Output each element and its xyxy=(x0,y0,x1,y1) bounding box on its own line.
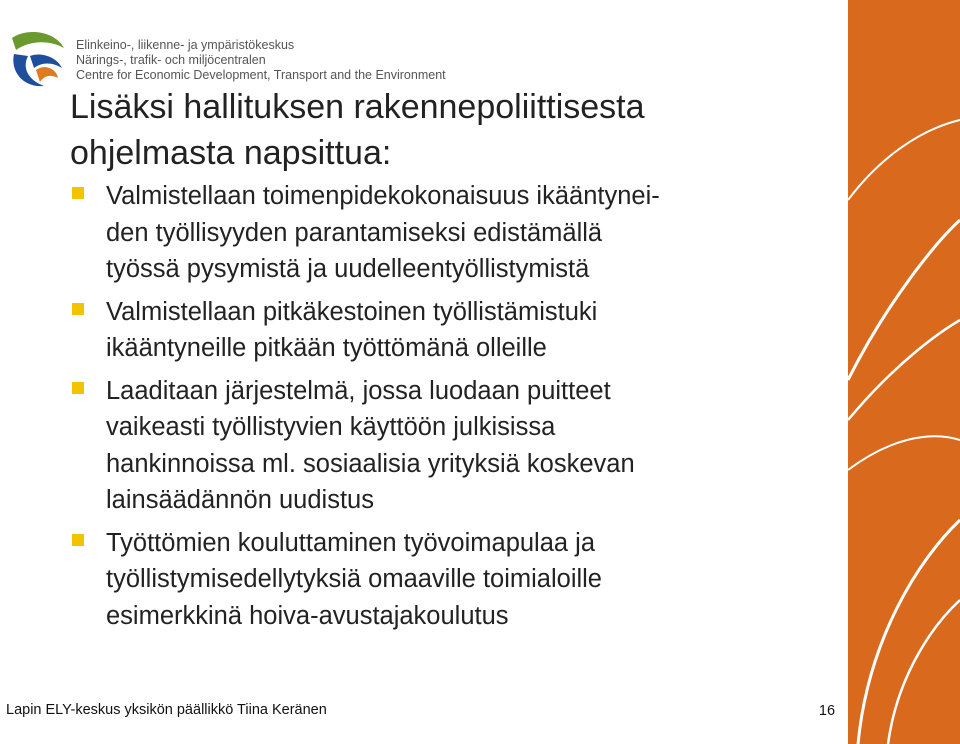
org-name-swedish: Närings-, trafik- och miljöcentralen xyxy=(76,53,266,67)
bullet-text-line: lainsäädännön uudistus xyxy=(106,486,374,514)
bullet-text-line: Työttömien kouluttaminen työvoimapulaa ja xyxy=(106,528,596,557)
square-bullet-icon xyxy=(72,534,84,546)
slide-title-line: Lisäksi hallituksen rakennepoliittisesta xyxy=(70,88,645,126)
bullet-text-line: työssä pysymistä ja uudelleentyöllistymistä xyxy=(106,255,590,283)
bullet-text-line: den työllisyyden parantamiseksi edistämällä xyxy=(106,218,603,247)
page-number: 16 xyxy=(810,700,844,722)
bullet-text-line: esimerkkinä hoiva-avustajakoulutus xyxy=(106,601,509,630)
bullet-item xyxy=(70,525,830,635)
bullet-text-line: Laaditaan järjestelmä, jossa luodaan puitteet xyxy=(106,376,611,405)
square-bullet-icon xyxy=(72,382,84,394)
bullet-item xyxy=(70,373,830,519)
org-name-finnish: Elinkeino-, liikenne- ja ympäristökeskus xyxy=(76,38,295,52)
org-name-english: Centre for Economic Development, Transport and the Environment xyxy=(76,68,446,82)
bullet-text-line: vaikeasti työllistyvien käyttöön julkisissa xyxy=(106,413,556,441)
bullet-item xyxy=(70,178,830,288)
ely-centre-logo-icon xyxy=(6,28,68,90)
bullet-list xyxy=(70,178,830,640)
decorative-curves xyxy=(848,0,960,744)
bullet-text-line: Valmistellaan pitkäkestoinen työllistämistuki xyxy=(106,297,598,326)
slide-title-line: ohjelmasta napsittua: xyxy=(70,134,392,172)
bullet-text-line: ikääntyneille pitkään työttömänä olleille xyxy=(106,334,547,362)
slide-title xyxy=(70,84,830,176)
bullet-text-line: Valmistellaan toimenpidekokonaisuus ikääntynei- xyxy=(106,182,660,210)
bullet-text-line: työllistymisedellytyksiä omaaville toimialoille xyxy=(106,565,602,593)
footer-presenter: Lapin ELY-keskus yksikön päällikkö Tiina Keränen xyxy=(6,702,327,718)
square-bullet-icon xyxy=(72,187,84,199)
square-bullet-icon xyxy=(72,303,84,315)
organization-names xyxy=(76,38,446,83)
bullet-text-line: hankinnoissa ml. sosiaalisia yrityksiä koskevan xyxy=(106,449,635,478)
bullet-item xyxy=(70,294,830,367)
decorative-side-band xyxy=(848,0,960,744)
